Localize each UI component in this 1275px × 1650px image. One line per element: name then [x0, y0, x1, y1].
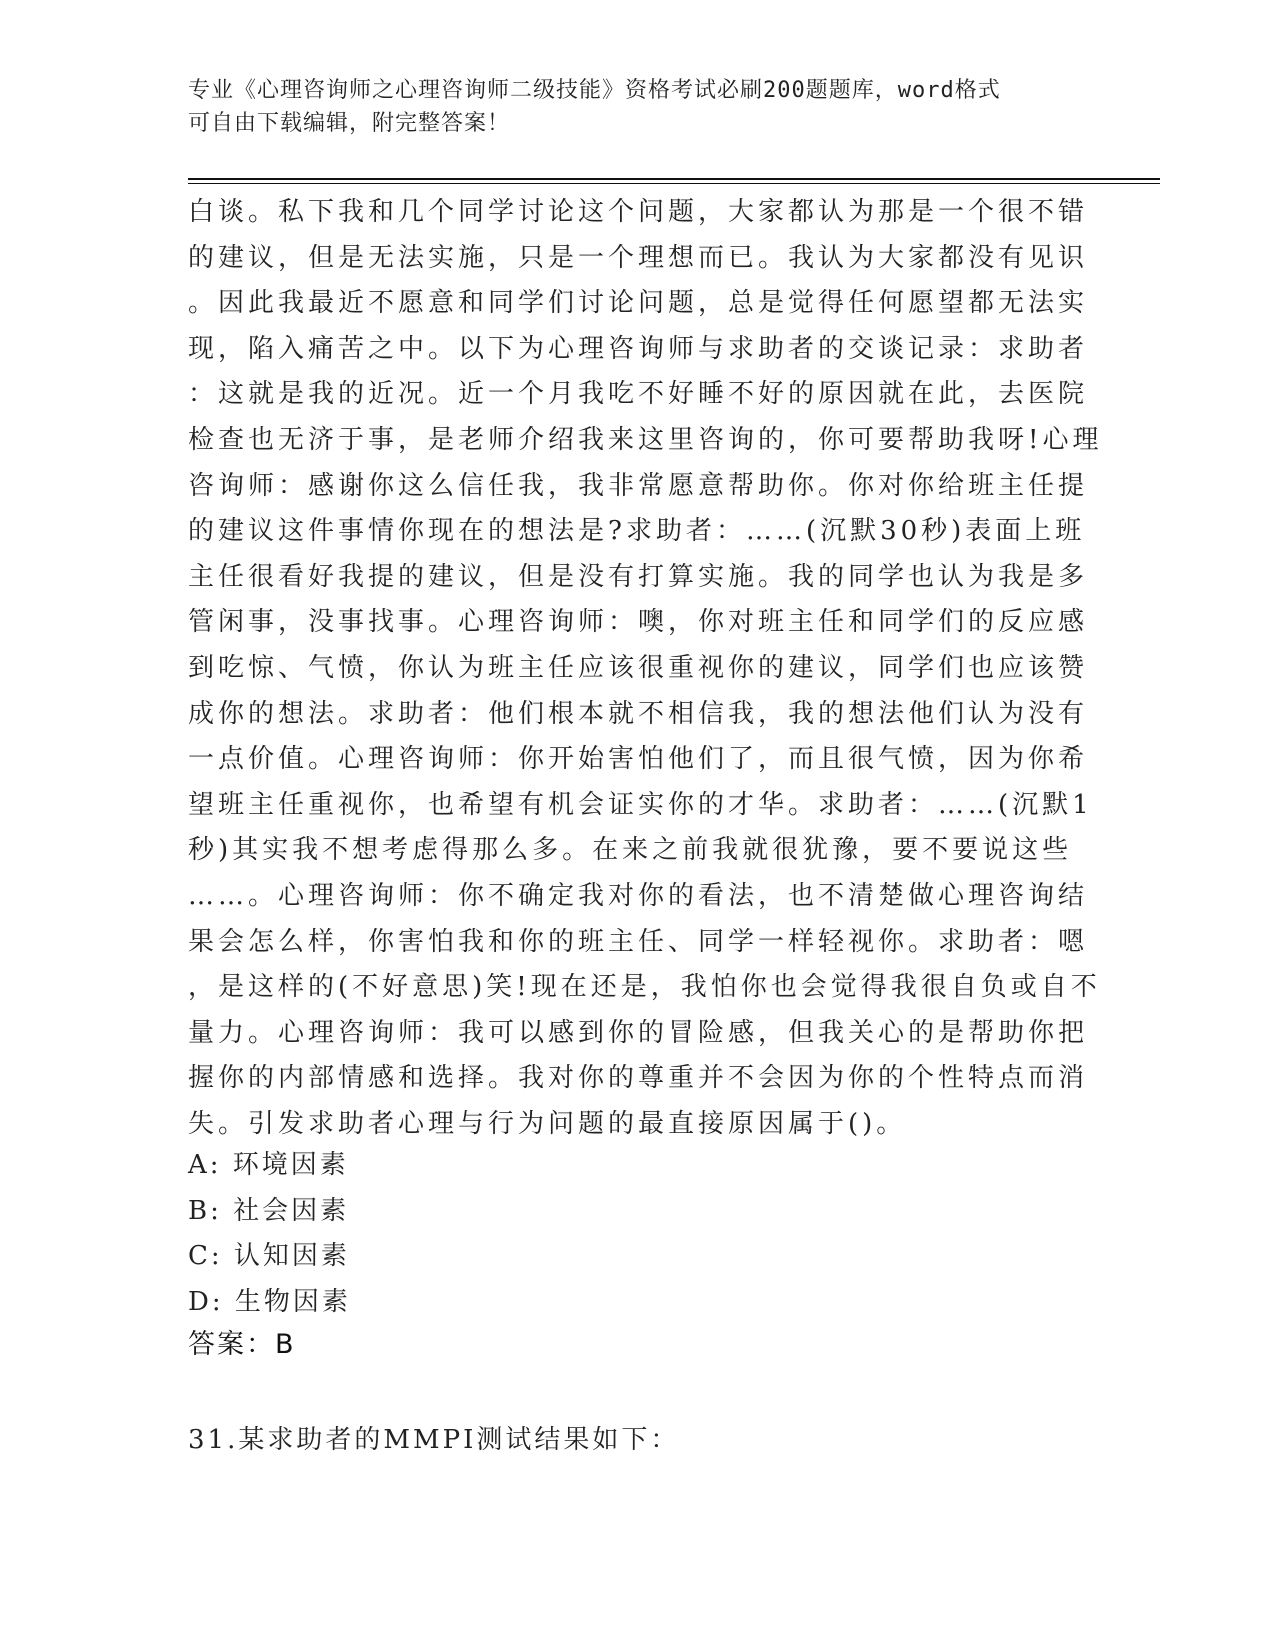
- passage-line: 检查也无济于事，是老师介绍我来这里咨询的，你可要帮助我呀!心理: [188, 424, 1103, 455]
- answer-options: [188, 1143, 351, 1325]
- passage-line: 果会怎么样，你害怕我和你的班主任、同学一样轻视你。求助者：嗯: [188, 926, 1089, 957]
- passage-line: ……。心理咨询师：你不确定我对你的看法，也不清楚做心理咨询结: [188, 880, 1089, 911]
- passage-line: 管闲事，没事找事。心理咨询师：噢，你对班主任和同学们的反应感: [188, 607, 1089, 638]
- option-a: A: 环境因素: [188, 1150, 349, 1180]
- passage-line: 到吃惊、气愤，你认为班主任应该很重视你的建议，同学们也应该赞: [188, 652, 1089, 683]
- passage-line: 失。引发求助者心理与行为问题的最直接原因属于()。: [188, 1108, 907, 1139]
- next-question-stem: 31.某求助者的MMPI测试结果如下：: [188, 1425, 680, 1455]
- passage-line: 白谈。私下我和几个同学讨论这个问题，大家都认为那是一个很不错: [188, 197, 1089, 227]
- passage-line: 一点价值。心理咨询师：你开始害怕他们了，而且很气愤，因为你希: [188, 744, 1089, 775]
- passage-line: 的建议这件事情你现在的想法是?求助者：……(沉默30秒)表面上班: [188, 516, 1086, 547]
- header-line-1: 专业《心理咨询师之心理咨询师二级技能》资格考试必刷200题题库，word格式: [188, 78, 1001, 103]
- passage-line: 咨询师：感谢你这么信任我，我非常愿意帮助你。你对你给班主任提: [188, 470, 1089, 501]
- passage-line: 。因此我最近不愿意和同学们讨论问题，总是觉得任何愿望都无法实: [188, 288, 1089, 319]
- passage-line: ：这就是我的近况。近一个月我吃不好睡不好的原因就在此，去医院: [188, 379, 1089, 410]
- option-b: B: 社会因素: [188, 1195, 350, 1226]
- header-line-2: 可自由下载编辑，附完整答案！: [188, 111, 511, 136]
- passage-line: 望班主任重视你，也希望有机会证实你的才华。求助者：……(沉默1: [188, 789, 1093, 820]
- passage-line: 秒)其实我不想考虑得那么多。在来之前我就很犹豫，要不要说这些: [188, 835, 1073, 866]
- answer-key: 答案：B: [188, 1329, 296, 1360]
- header-divider-thick: [188, 178, 1160, 180]
- passage-line: 成你的想法。求助者：他们根本就不相信我，我的想法他们认为没有: [188, 698, 1089, 729]
- question-passage: [188, 190, 1103, 1147]
- header-divider-thin: [188, 183, 1160, 184]
- passage-line: 现，陷入痛苦之中。以下为心理咨询师与求助者的交谈记录：求助者: [188, 333, 1089, 364]
- passage-line: 的建议，但是无法实施，只是一个理想而已。我认为大家都没有见识: [188, 242, 1089, 273]
- document-header: [188, 74, 1068, 140]
- option-c: C: 认知因素: [188, 1241, 350, 1271]
- passage-line: ，是这样的(不好意思)笑!现在还是，我怕你也会觉得我很自负或自不: [188, 972, 1101, 1003]
- passage-line: 握你的内部情感和选择。我对你的尊重并不会因为你的个性特点而消: [188, 1063, 1089, 1094]
- passage-line: 主任很看好我提的建议，但是没有打算实施。我的同学也认为我是多: [188, 561, 1089, 592]
- passage-line: 量力。心理咨询师：我可以感到你的冒险感，但我关心的是帮助你把: [188, 1017, 1089, 1048]
- option-d: D: 生物因素: [188, 1286, 351, 1317]
